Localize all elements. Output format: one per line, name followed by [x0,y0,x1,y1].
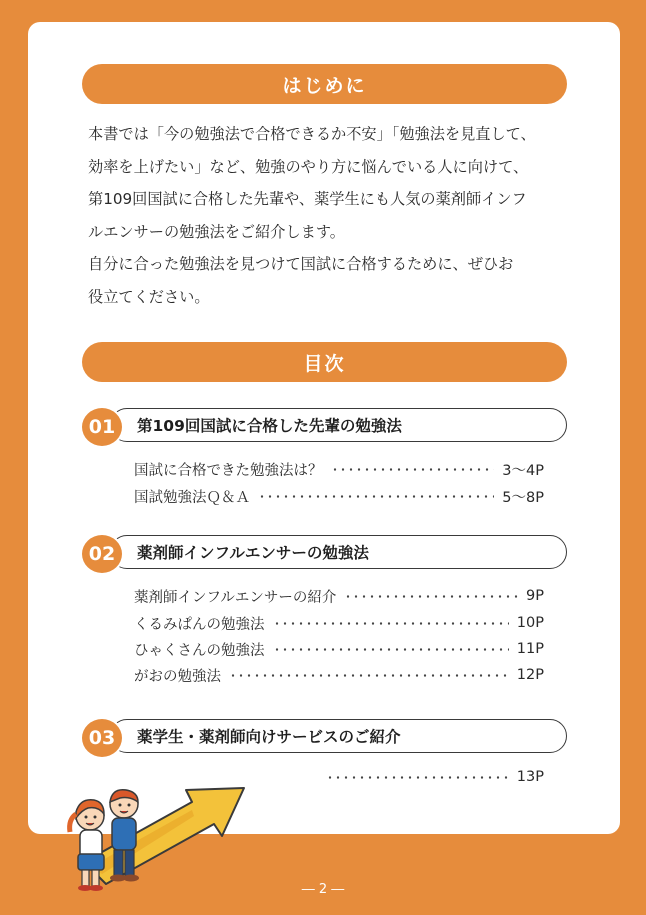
section-title: 薬学生・薬剤師向けサービスのご紹介 [137,728,401,746]
section-number-badge: 02 [80,533,124,575]
section-number-badge: 03 [80,717,124,759]
toc-item-page: 3～4P [502,462,544,479]
leader-dots [273,622,509,625]
toc-item-page: 5～8P [502,489,544,506]
leader-dots [258,495,494,498]
toc-section-02[interactable] [82,535,567,571]
leader-dots [344,595,518,598]
toc-heading [82,342,567,382]
toc-item-label: がおの勉強法 [134,668,221,685]
toc-item[interactable] [134,611,544,635]
toc-item-page: 10P [516,615,544,631]
toc-section-03[interactable] [82,719,567,755]
toc-item[interactable] [134,484,544,508]
intro-line: 効率を上げたい」など、勉強のやり方に悩んでいる人に向けて、 [88,157,529,176]
intro-line: 本書では「今の勉強法で合格できるか不安」「勉強法を見直して、 [88,125,536,143]
intro-line: 自分に合った勉強法を見つけて国試に合格するために、ぜひお [88,255,514,273]
intro-heading-text: はじめに [282,74,367,97]
students-carrying-arrow-illustration [62,770,252,892]
intro-text [88,118,568,313]
intro-line: ルエンサーの勉強法をご紹介します。 [88,222,345,241]
toc-item-label: 薬剤師インフルエンサーの紹介 [134,589,337,606]
toc-item-page: 13P [516,769,544,785]
page-number: ― 2 ― [301,882,345,897]
toc-item[interactable] [134,584,544,608]
toc-heading-text: 目次 [303,352,346,375]
toc-item-page: 12P [516,667,544,683]
toc-item-page: 9P [526,588,544,604]
intro-line: 役立てください。 [88,287,210,306]
leader-dots [326,776,509,779]
intro-heading [82,64,567,104]
toc-item[interactable] [134,663,544,687]
leader-dots [331,468,495,471]
leader-dots [273,648,509,651]
toc-item[interactable] [326,765,544,789]
toc-item-label: 国試に合格できた勉強法は？ [134,462,323,479]
toc-section-01[interactable] [82,408,567,444]
intro-line: 第109回国試に合格した先輩や、薬学生にも人気の薬剤師インフ [88,190,527,208]
toc-item-label: 国試勉強法Ｑ＆Ａ [134,489,250,506]
toc-item[interactable] [134,457,544,481]
section-title: 第109回国試に合格した先輩の勉強法 [137,417,402,435]
toc-item[interactable] [134,637,544,661]
girl-figure [70,800,104,891]
toc-item-label: ひゃくさんの勉強法 [134,642,265,659]
leader-dots [229,674,509,677]
toc-item-page: 11P [516,641,544,657]
toc-item-label: くるみぱんの勉強法 [134,616,265,633]
section-title: 薬剤師インフルエンサーの勉強法 [137,544,369,562]
section-number-badge: 01 [80,406,124,448]
